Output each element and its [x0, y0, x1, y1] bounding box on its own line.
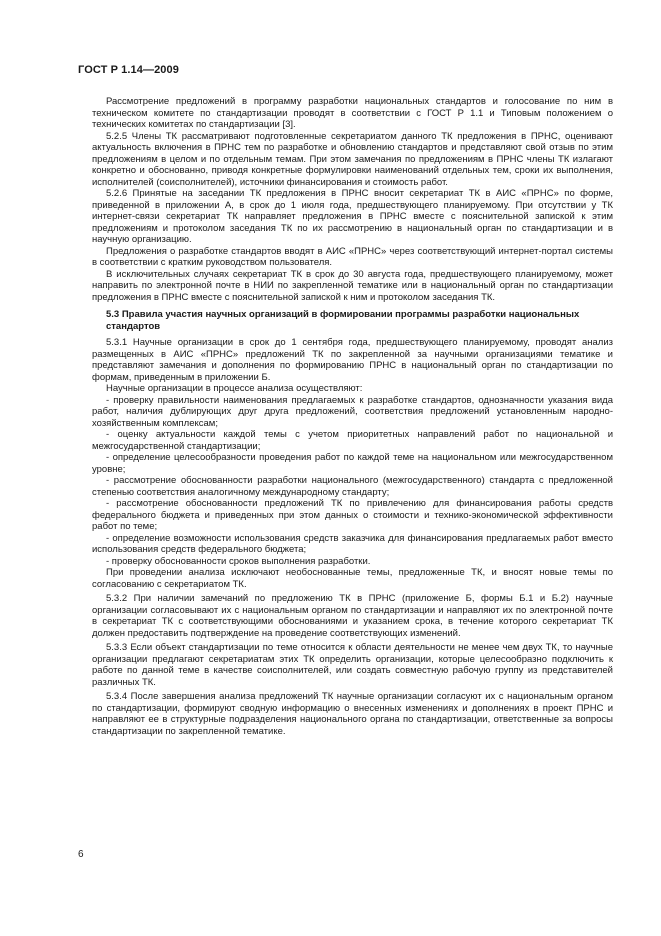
paragraph: Предложения о разработке стандартов вводят в АИС «ПРНС» через соответствующий интернет-портал системы в соответствии с кратким руководством пользователя.	[92, 245, 613, 268]
clause-5-3-3: 5.3.3 Если объект стандартизации по теме относится к области деятельности не менее чем двух ТК, то научные организации предлагают секретариатам этих ТК определить организации, которые целесообразно подключить к работе по данной теме в качестве соисполнителей, или создать совместную рабочую группу из представителей различных ТК.	[92, 642, 613, 688]
clause-5-3-4: 5.3.4 После завершения анализа предложений ТК научные организации согласуют их с национальным органом по стандартизации, формируют сводную информацию о внесенных изменениях и дополнениях в проект ПРНС и направляют ее в структурные подразделения национального органа по стандартизации, ответственные за вопросы стандартизации по закрепленной тематике.	[92, 691, 613, 737]
running-header: ГОСТ Р 1.14—2009	[78, 64, 179, 76]
list-item: - определение целесообразности проведения работ по каждой теме на национальном или межгосударственном уровне;	[92, 452, 613, 475]
clause-5-3-2: 5.3.2 При наличии замечаний по предложению ТК в ПРНС (приложение Б, формы Б.1 и Б.2) научные организации согласовывают их с национальным органом по стандартизации и направляют их по электронной почте в секретариат ТК с соответствующими обоснованиями и указанием срока, в течение которого секретариат ТК должен предоставить подтверждение на проведение соответствующих изменений.	[92, 593, 613, 639]
list-item: - рассмотрение обоснованности разработки национального (межгосударственного) стандарта с предложенной степенью соответствия аналогичному международному стандарту;	[92, 475, 613, 498]
document-body	[92, 96, 613, 737]
clause-5-3-1: 5.3.1 Научные организации в срок до 1 сентября года, предшествующего планируемому, проводят анализ размещенных в АИС «ПРНС» предложений ТК по закрепленной за научными организациями тематике и представляют замечания и дополнения по формированию ПРНС в национальный орган по стандартизации по формам, приведенным в приложении Б.	[92, 337, 613, 383]
paragraph: Рассмотрение предложений в программу разработки национальных стандартов и голосование по ним в техническом комитете по стандартизации проводят в соответствии с ГОСТ Р 1.1 и Типовым положением о технических комитетах по стандартизации [3].	[92, 96, 613, 130]
clause-5-2-5: 5.2.5 Члены ТК рассматривают подготовленные секретариатом данного ТК предложения в ПРНС, оценивают актуальность включения в ПРНС тем по разработке и обновлению стандартов и представляют свой отзыв по этим предложениям в целом и по отдельным темам. При этом замечания по предложениям в ПРНС члены ТК излагают конкретно и обоснованно, приводя конкретные формулировки наименований отдельных тем, сроки их выполнения, исполнителей (соисполнителей), источники финансирования и стоимость работ.	[92, 130, 613, 188]
paragraph: Научные организации в процессе анализа осуществляют:	[106, 383, 363, 394]
paragraph: В исключительных случаях секретариат ТК в срок до 30 августа года, предшествующего планируемому, может направить по электронной почте в НИИ по закрепленной тематике или в национальный орган по стандартизации предложения в ПРНС вместе с пояснительной запиской к ним и протоколом заседания ТК.	[92, 268, 613, 303]
list-item: - оценку актуальности каждой темы с учетом приоритетных направлений работ по национальной и межгосударственной стандартизации;	[92, 429, 613, 452]
list-item: - рассмотрение обоснованности предложений ТК по привлечению для финансирования работы средств федерального бюджета и приведенных при этом данных о стоимости и технико-экономической эффективности работ по теме;	[92, 498, 613, 532]
section-heading-5-3: 5.3 Правила участия научных организаций в формировании программы разработки национальных стандартов	[106, 309, 580, 332]
clause-5-2-6: 5.2.6 Принятые на заседании ТК предложения в ПРНС вносит секретариат ТК в АИС «ПРНС» по форме, приведенной в приложении А, в срок до 1 июля года, предшествующего планируемому. При отсутствии у ТК интернет-связи секретариат ТК направляет предложения в ПРНС вместе с пояснительной запиской к этим предложениям и протоколом заседания ТК по их рассмотрению в национальный орган по стандартизации и в научную организацию.	[92, 188, 613, 245]
page-number: 6	[78, 849, 84, 860]
list-item: - проверку правильности наименования предлагаемых к разработке стандартов, однозначности указания вида работ, наличия дублирующих друг друга предложений, соответствия предложений установленным народно-хозяйственным комплексам;	[92, 394, 613, 429]
list-item: - проверку обоснованности сроков выполнения разработки.	[106, 555, 371, 567]
list-item: - определение возможности использования средств заказчика для финансирования предлагаемых работ вместо использования средств федерального бюджета;	[92, 532, 613, 555]
paragraph: При проведении анализа исключают необоснованные темы, предложенные ТК, и вносят новые темы по согласованию с секретариатом ТК.	[92, 567, 613, 590]
